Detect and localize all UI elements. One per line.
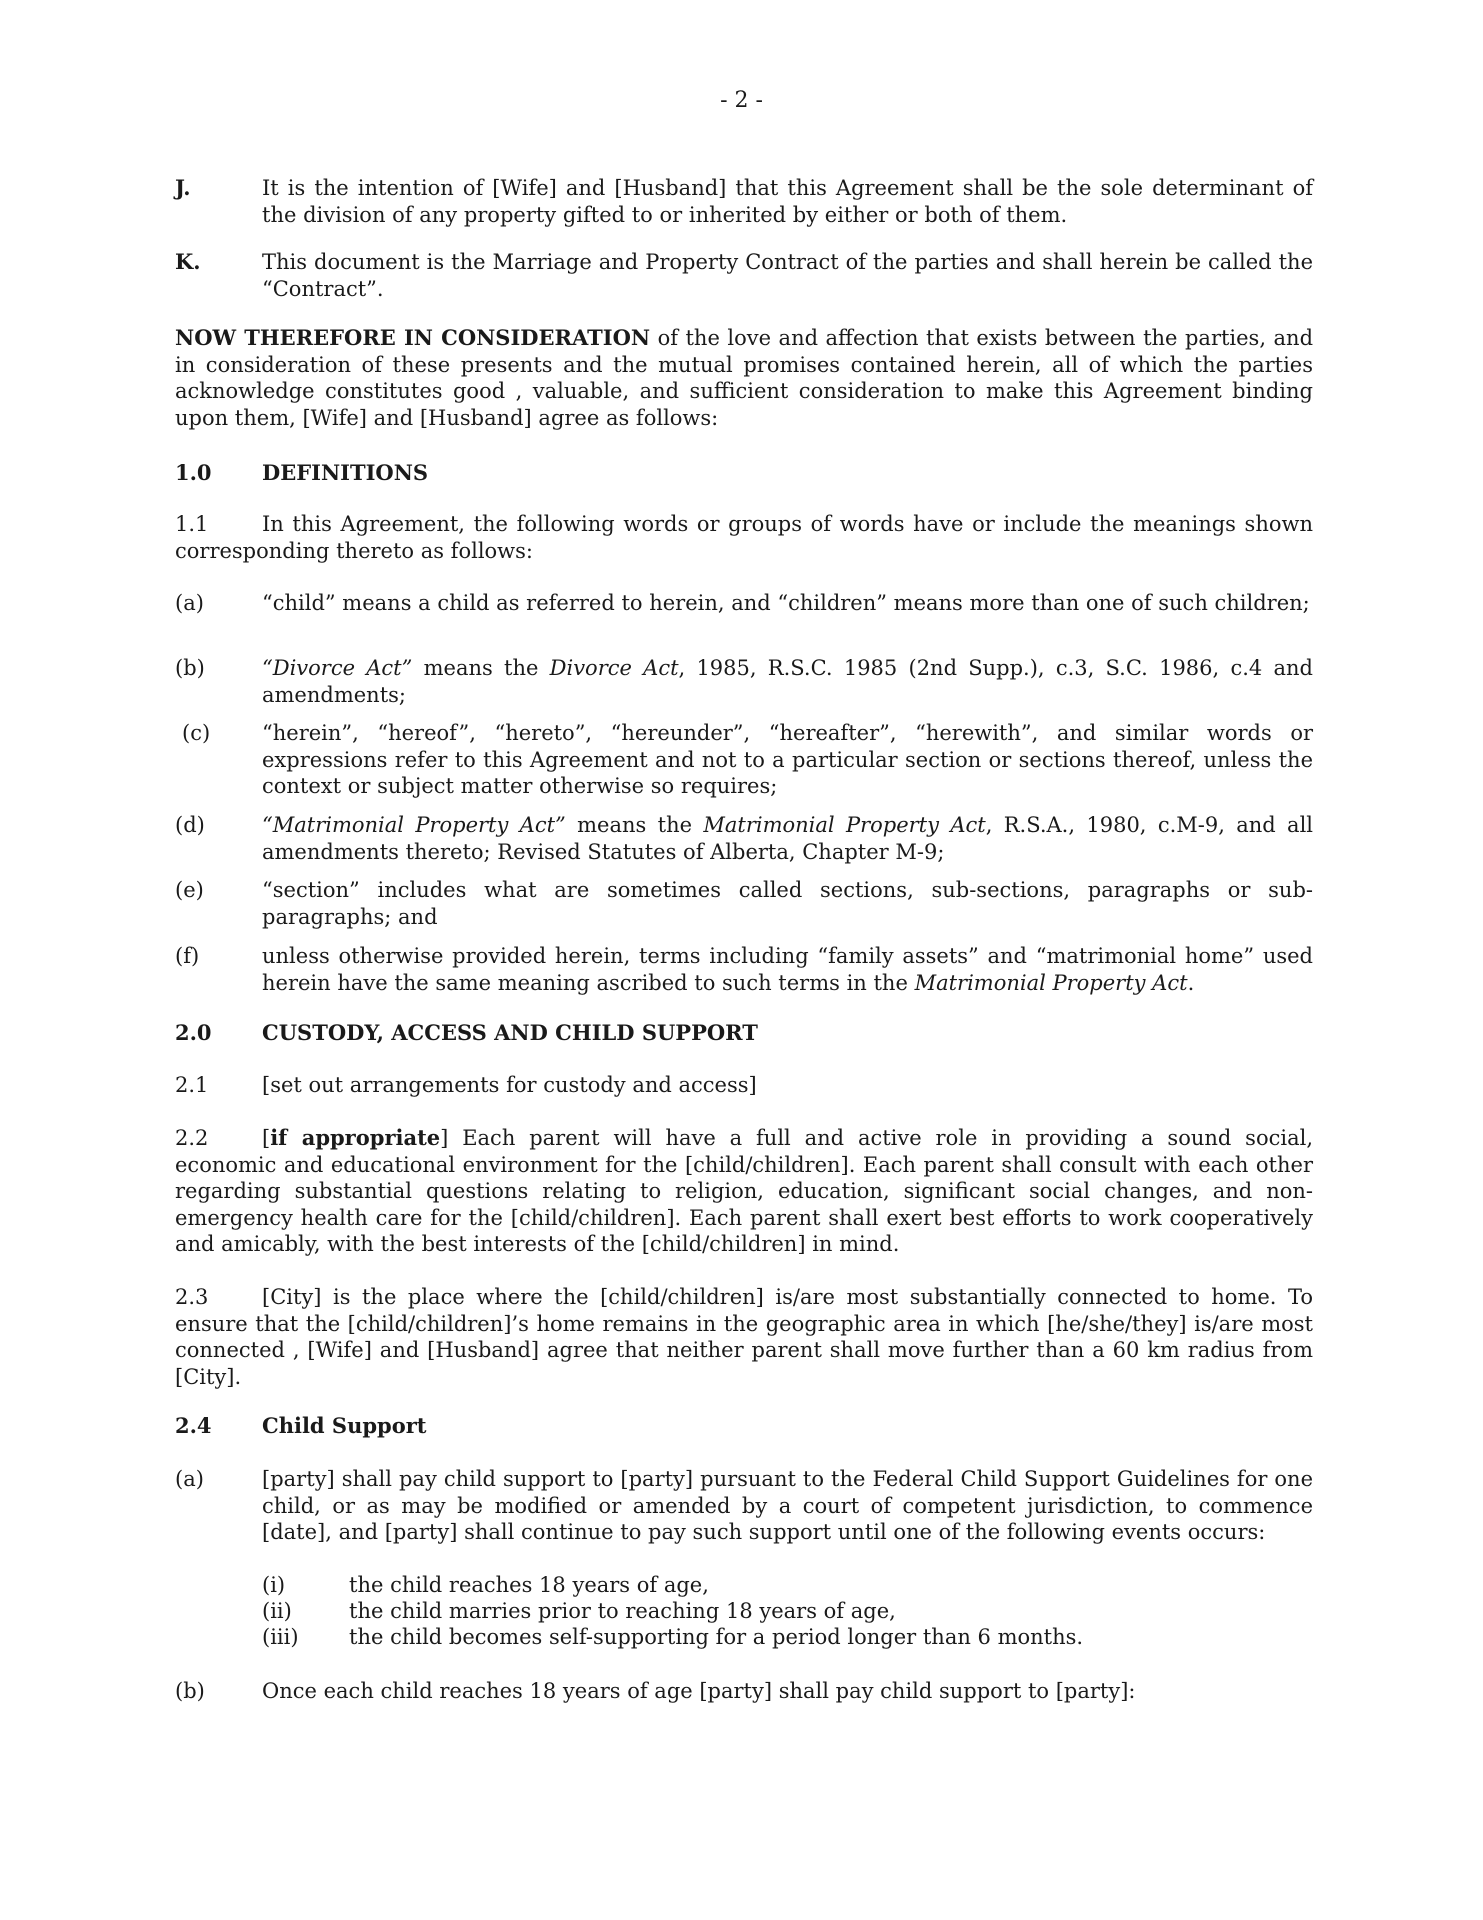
event-item [262,1598,1162,1625]
item-label: (a) [175,591,204,615]
italic-term: Matrimonial Property Act [914,970,1188,995]
paragraph-text: [City] is the place where the [child/children] is/are most substantially connected to home. To ensure that the [child/children]’s home remains in the geographic area in which [he/she/they] is/are most connected , [Wife] and [Husband] agree that neither parent shall move further than a 60 km radius from [City]. [175,1285,1313,1389]
text-run: unless otherwise provided herein, terms including “family assets” and “matrimonial home” used herein have the same meaning ascribed to such terms in the [262,944,1313,995]
definition-item-a [175,590,1313,617]
recital-j [175,175,1313,228]
italic-term: Matrimonial Property Act [703,813,986,837]
paragraph-2-3 [175,1284,1313,1390]
recital-label: K. [175,249,201,274]
section-heading-definitions [175,460,1313,487]
italic-term: Divorce Act [549,656,679,680]
subsection-title: Child Support [262,1413,427,1438]
definition-item-b [175,655,1313,708]
section-number: 1.0 [175,460,212,485]
event-label: (i) [262,1573,286,1597]
paragraph-number: 2.4 [175,1413,212,1438]
item-text: “section” includes what are sometimes called sections, sub-sections, paragraphs or sub-paragraphs; and [262,878,1313,929]
event-text: the child reaches 18 years of age, [349,1573,709,1597]
subsection-heading-child-support [175,1413,1313,1440]
text-run: , 1985, R.S.C. 1985 (2nd Supp.), c.3, S.C. 1986, c.4 and amendments; [262,656,1313,707]
event-label: (iii) [262,1625,299,1649]
consideration-text: of the love and affection that exists between the parties, and in consideration of these presents and the mutual promises contained herein, all of which the parties acknowledge constitutes good , valuable, and sufficient consideration to make this Agreement binding upon them, [Wife] and [Husband] agree as follows: [175,326,1314,430]
recital-text: This document is the Marriage and Property Contract of the parties and shall herein be called the “Contract”. [262,250,1313,301]
bold-phrase: if appropriate [270,1125,441,1150]
definition-item-d [175,812,1313,865]
text-run: , R.S.A., 1980, c.M-9, and all amendments thereto; Revised Statutes of Alberta, Chapter M-9; [262,813,1314,864]
consideration-paragraph [175,325,1313,431]
recital-label: J. [175,175,191,200]
section-title: DEFINITIONS [262,460,429,485]
item-label: (c) [182,721,211,745]
paragraph-2-1 [175,1072,1313,1099]
event-item [262,1572,1162,1599]
event-text: the child becomes self-supporting for a period longer than 6 months. [349,1625,1084,1649]
child-support-item-b [175,1678,1313,1705]
paragraph-1-1 [175,511,1313,564]
recital-k [175,249,1313,302]
item-text: “herein”, “hereof”, “hereto”, “hereunder”, “hereafter”, “herewith”, and similar words or expressions refer to this Agreement and not to a particular section or sections thereof, unless the context or subject matter otherwise so requires; [262,721,1313,798]
event-item [262,1624,1162,1651]
item-label: (e) [175,878,204,902]
paragraph-number: 2.1 [175,1073,209,1097]
text-run: . [1187,970,1195,995]
item-label: (d) [175,813,205,837]
recital-text: It is the intention of [Wife] and [Husband] that this Agreement shall be the sole determinant of the division of any property gifted to or inherited by either or both of them. [262,176,1313,227]
item-label: (a) [175,1467,204,1491]
paragraph-number: 2.2 [175,1126,209,1150]
italic-term: “Divorce Act” [262,656,413,680]
definition-item-f [175,943,1313,996]
item-label: (f) [175,944,200,968]
item-text [262,655,1313,708]
section-number: 2.0 [175,1020,212,1045]
text-run: [ [262,1126,271,1150]
italic-term: “Matrimonial Property Act” [262,813,566,837]
item-text: [party] shall pay child support to [party] pursuant to the Federal Child Support Guidelines for one child, or as may be modified or amended by a court of competent jurisdiction, to commence [date], and [party] shall continue to pay such support until one of the following events occurs: [262,1467,1313,1544]
page-number: - 2 - [720,88,763,113]
text-run: means the [412,656,550,680]
section-heading-custody [175,1020,1313,1047]
item-text [262,943,1313,996]
paragraph-2-2 [175,1125,1313,1258]
paragraph-number: 1.1 [175,512,209,536]
paragraph-text: ] Each parent will have a full and active role in providing a sound social, economic and educational environment for the [child/children]. Each parent shall consult with each other regarding substantial questions relating to religion, education, significant social changes, and non-emergency health care for the [child/children]. Each parent shall exert best efforts to work cooperatively and amicably, with the best interests of the [child/children] in mind. [175,1126,1313,1256]
item-text: Once each child reaches 18 years of age [party] shall pay child support to [party]: [262,1679,1136,1703]
text-run: means the [565,813,704,837]
item-label: (b) [175,1679,205,1703]
event-text: the child marries prior to reaching 18 years of age, [349,1599,896,1623]
section-title: CUSTODY, ACCESS AND CHILD SUPPORT [262,1020,758,1045]
item-label: (b) [175,656,205,680]
item-text: “child” means a child as referred to herein, and “children” means more than one of such children; [262,591,1310,615]
definition-item-c [175,720,1313,800]
item-text [262,812,1313,865]
child-support-item-a [175,1466,1313,1546]
definition-item-e [175,877,1313,930]
event-label: (ii) [262,1599,292,1623]
paragraph-number: 2.3 [175,1285,209,1309]
paragraph-text: In this Agreement, the following words or groups of words have or include the meanings shown corresponding thereto as follows: [175,512,1313,563]
paragraph-text: [set out arrangements for custody and access] [262,1073,757,1097]
consideration-lead: NOW THEREFORE IN CONSIDERATION [175,325,651,350]
